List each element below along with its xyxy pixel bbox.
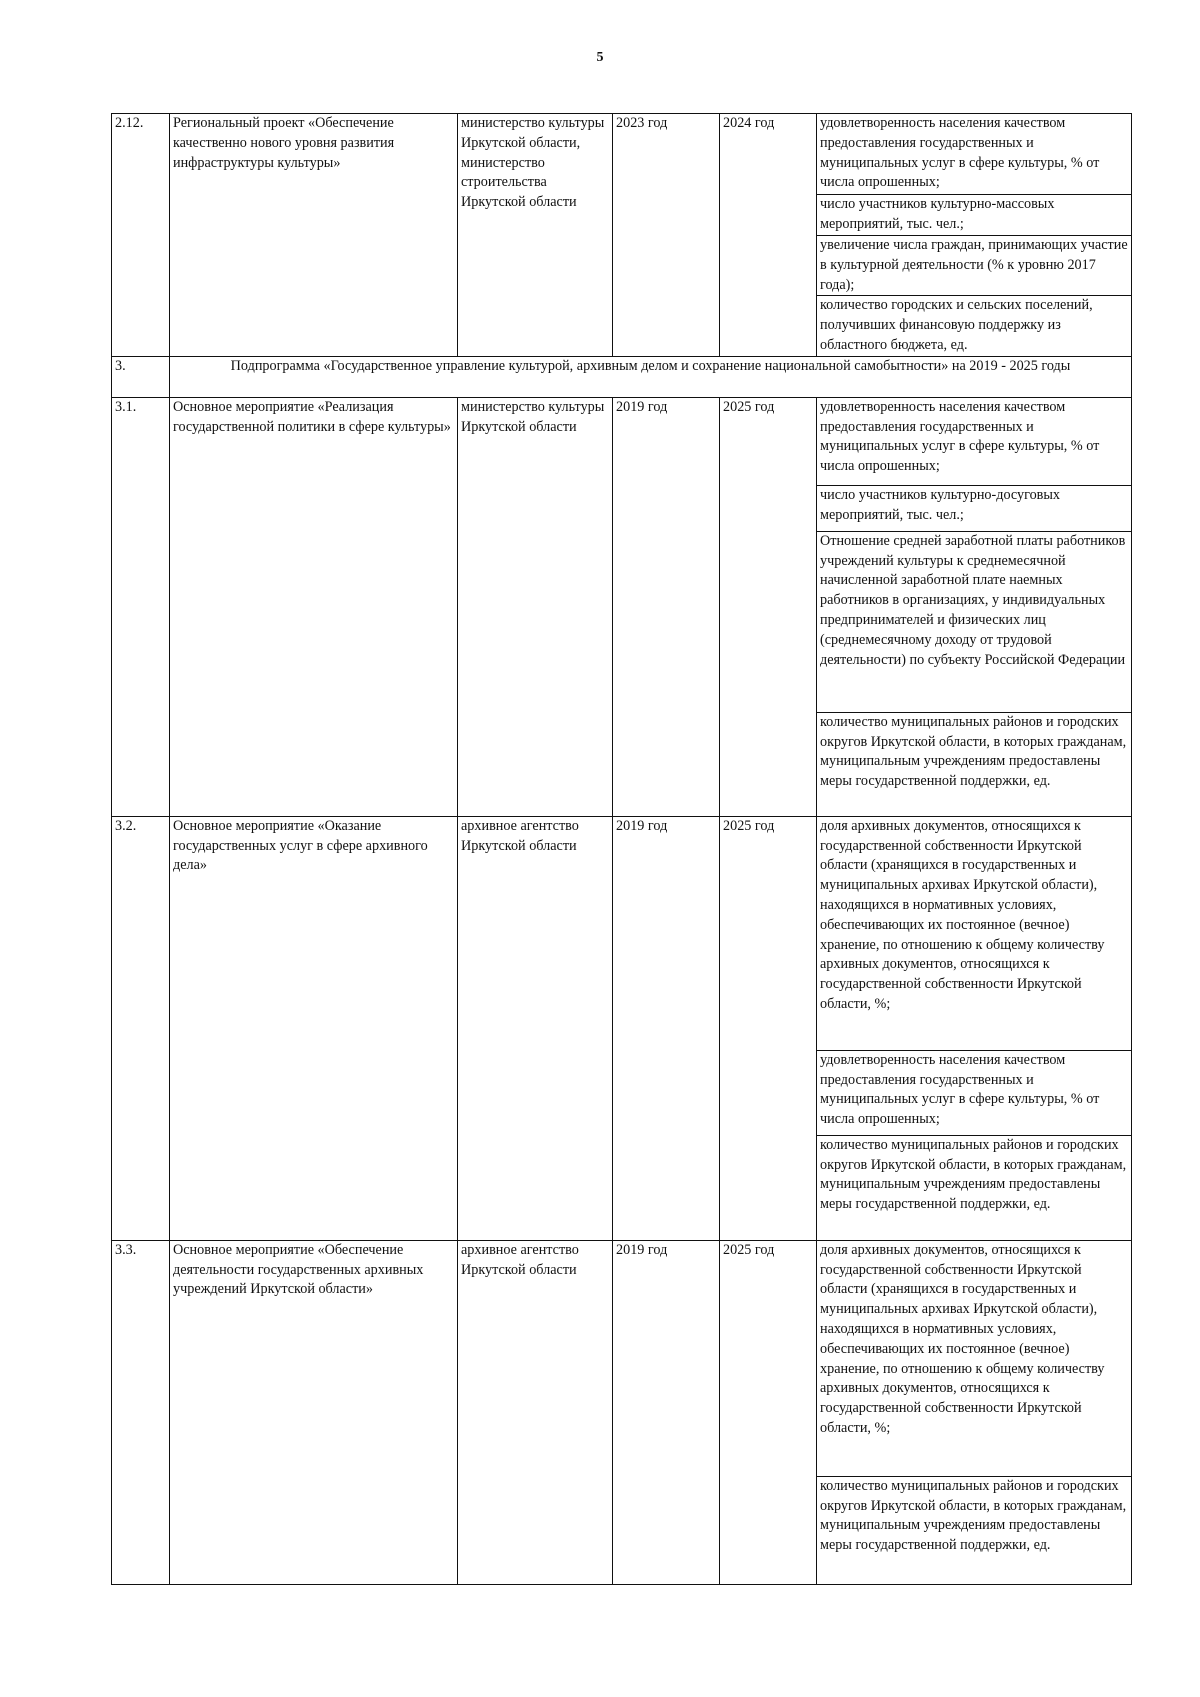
indicator-cell: удовлетворенность населения качеством предоставления государственных и муниципальных услуг в сфере культуры, % от числа опрошенных;	[817, 397, 1132, 485]
indicator-cell: количество муниципальных районов и городских округов Иркутской области, в которых гражданам, муниципальным учреждениям предоставлены меры государственной поддержки, ед.	[817, 1476, 1132, 1584]
subprogram-title: Подпрограмма «Государственное управление культурой, архивным делом и сохранение национальной самобытности» на 2019 - 2025 годы	[170, 356, 1132, 397]
item-name: Региональный проект «Обеспечение качественно нового уровня развития инфраструктуры культуры»	[170, 114, 458, 357]
item-start: 2019 год	[613, 397, 720, 816]
table-row	[112, 816, 1132, 1050]
indicator-cell: число участников культурно-массовых мероприятий, тыс. чел.;	[817, 195, 1132, 236]
table-row	[112, 397, 1132, 485]
item-name: Основное мероприятие «Реализация государственной политики в сфере культуры»	[170, 397, 458, 816]
item-end: 2025 год	[720, 1240, 817, 1584]
indicator-cell: число участников культурно-досуговых мероприятий, тыс. чел.;	[817, 485, 1132, 531]
item-number: 3.3.	[112, 1240, 170, 1584]
page-number: 5	[596, 50, 604, 65]
table-row	[112, 1240, 1132, 1476]
item-executor: министерство культуры Иркутской области, министерство строительства Иркутской области	[458, 114, 613, 357]
item-executor: архивное агентство Иркутской области	[458, 1240, 613, 1584]
table-row	[112, 356, 1132, 397]
item-number: 3.1.	[112, 397, 170, 816]
indicator-cell: удовлетворенность населения качеством предоставления государственных и муниципальных услуг в сфере культуры, % от числа опрошенных;	[817, 1050, 1132, 1135]
indicator-cell: Отношение средней заработной платы работников учреждений культуры к среднемесячной начисленной заработной плате наемных работников в организациях, у индивидуальных предпринимателей и физических лиц (среднемесячному доходу от трудовой деятельности) по субъекту Российской Федерации	[817, 531, 1132, 712]
item-start: 2019 год	[613, 816, 720, 1240]
item-name: Основное мероприятие «Обеспечение деятельности государственных архивных учреждений Иркутской области»	[170, 1240, 458, 1584]
item-number: 3.2.	[112, 816, 170, 1240]
subprogram-number: 3.	[112, 356, 170, 397]
item-start: 2019 год	[613, 1240, 720, 1584]
indicator-cell: доля архивных документов, относящихся к государственной собственности Иркутской области (хранящихся в государственных и муниципальных архивах Иркутской области), находящихся в нормативных условиях, обеспечивающих их постоянное (вечное) хранение, по отношению к общему количеству архивных документов, относящихся к государственной собственности Иркутской области, %;	[817, 1240, 1132, 1476]
program-table	[111, 113, 1132, 1585]
item-end: 2025 год	[720, 816, 817, 1240]
item-executor: архивное агентство Иркутской области	[458, 816, 613, 1240]
item-start: 2023 год	[613, 114, 720, 357]
item-end: 2024 год	[720, 114, 817, 357]
indicator-cell: количество муниципальных районов и городских округов Иркутской области, в которых гражданам, муниципальным учреждениям предоставлены меры государственной поддержки, ед.	[817, 712, 1132, 816]
indicator-cell: доля архивных документов, относящихся к государственной собственности Иркутской области (хранящихся в государственных и муниципальных архивах Иркутской области), находящихся в нормативных условиях, обеспечивающих их постоянное (вечное) хранение, по отношению к общему количеству архивных документов, относящихся к государственной собственности Иркутской области, %;	[817, 816, 1132, 1050]
item-end: 2025 год	[720, 397, 817, 816]
item-executor: министерство культуры Иркутской области	[458, 397, 613, 816]
table-row	[112, 114, 1132, 195]
item-number: 2.12.	[112, 114, 170, 357]
indicator-cell: количество муниципальных районов и городских округов Иркутской области, в которых гражданам, муниципальным учреждениям предоставлены меры государственной поддержки, ед.	[817, 1135, 1132, 1240]
indicator-cell: удовлетворенность населения качеством предоставления государственных и муниципальных услуг в сфере культуры, % от числа опрошенных;	[817, 114, 1132, 195]
indicator-cell: увеличение числа граждан, принимающих участие в культурной деятельности (% к уровню 2017 года);	[817, 236, 1132, 296]
item-name: Основное мероприятие «Оказание государственных услуг в сфере архивного дела»	[170, 816, 458, 1240]
indicator-cell: количество городских и сельских поселений, получивших финансовую поддержку из областного бюджета, ед.	[817, 296, 1132, 356]
